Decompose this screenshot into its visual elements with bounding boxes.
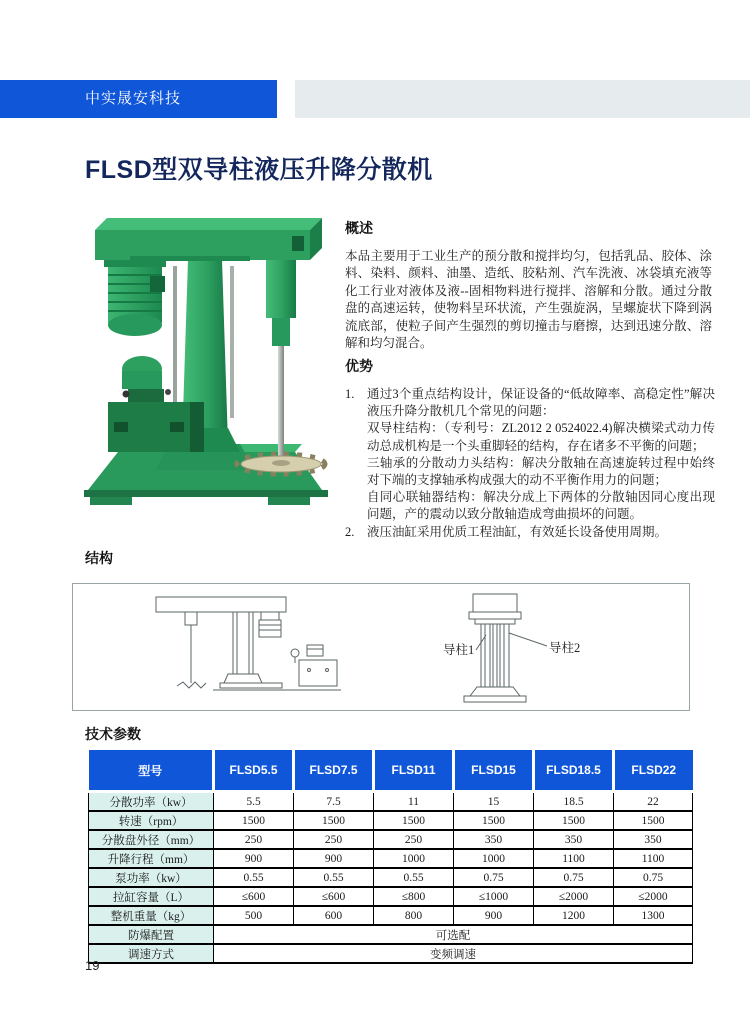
page-title: FLSD型双导柱液压升降分散机 — [85, 156, 433, 184]
guide-column-1-label: 导柱1 — [443, 643, 475, 657]
advantage-line: 通过3个重点结构设计，保证设备的“低故障率、高稳定性”解决液压升降分散机几个常见的问题： — [367, 387, 715, 419]
advantage-line: 双导柱结构：（专利号：ZL2012 2 0524022.4)解决横梁式动力传动总成机构是一个头重脚轻的结构，存在诸多不平衡的问题； — [367, 421, 715, 453]
spec-span-cell: 变频调速 — [214, 944, 693, 963]
spec-cell: 1000 — [374, 849, 454, 868]
advantage-line: 三轴承的分散动力头结构：解决分散轴在高速旋转过程中始终对下端的支撑轴承构成强大的动不平衡作用力的问题； — [367, 455, 715, 488]
spec-cell: 1500 — [214, 811, 294, 830]
spec-row-label: 拉缸容量（L） — [89, 887, 214, 906]
overview-heading: 概述 — [345, 220, 373, 236]
spec-row — [89, 887, 693, 906]
spec-cell: 350 — [614, 830, 693, 849]
spec-column-header: FLSD18.5 — [534, 750, 614, 792]
specs-header-row — [89, 750, 693, 792]
structure-line-drawings — [73, 584, 689, 710]
advantage-line: 自同心联轴器结构：解决分成上下两体的分散轴因同心度出现问题，产的震动以致分散轴造成弯曲损坏的问题。 — [367, 490, 715, 522]
spec-row-label: 分散盘外径（mm） — [89, 830, 214, 849]
spec-cell: ≤1000 — [454, 887, 534, 906]
structure-heading: 结构 — [85, 550, 113, 566]
spec-column-header: FLSD22 — [614, 750, 693, 792]
disperser-machine-image — [70, 208, 335, 508]
spec-cell: 1500 — [614, 811, 693, 830]
product-photo — [70, 208, 335, 508]
spec-cell: 900 — [294, 849, 374, 868]
spec-cell: 1100 — [614, 849, 693, 868]
spec-row — [89, 849, 693, 868]
spec-column-header: FLSD15 — [454, 750, 534, 792]
spec-cell: 11 — [374, 792, 454, 812]
spec-span-cell: 可选配 — [214, 925, 693, 944]
spec-cell: 1500 — [374, 811, 454, 830]
spec-cell: 1000 — [454, 849, 534, 868]
spec-cell: 15 — [454, 792, 534, 812]
spec-cell: ≤800 — [374, 887, 454, 906]
spec-row — [89, 944, 693, 963]
spec-cell: 0.55 — [374, 868, 454, 887]
spec-cell: 1500 — [534, 811, 614, 830]
spec-column-header: FLSD5.5 — [214, 750, 294, 792]
advantage-item — [345, 386, 715, 524]
advantage-line: 液压油缸采用优质工程油缸，有效延长设备使用周期。 — [367, 524, 668, 539]
spec-cell: 5.5 — [214, 792, 294, 812]
spec-row — [89, 811, 693, 830]
spec-cell: 22 — [614, 792, 693, 812]
advantage-number: 2. — [345, 524, 355, 539]
spec-cell: 350 — [534, 830, 614, 849]
spec-cell: 900 — [214, 849, 294, 868]
spec-cell: 1100 — [534, 849, 614, 868]
advantage-text — [367, 524, 715, 541]
spec-row — [89, 792, 693, 812]
spec-cell: 1200 — [534, 906, 614, 925]
spec-row — [89, 925, 693, 944]
spec-cell: 1500 — [454, 811, 534, 830]
spec-cell: ≤600 — [294, 887, 374, 906]
spec-cell: 1500 — [294, 811, 374, 830]
spec-row-label: 整机重量（kg） — [89, 906, 214, 925]
advantages-list — [345, 386, 715, 541]
specs-table-head — [89, 750, 693, 792]
spec-cell: 0.55 — [214, 868, 294, 887]
spec-cell: 800 — [374, 906, 454, 925]
spec-cell: 250 — [374, 830, 454, 849]
spec-cell: ≤600 — [214, 887, 294, 906]
spec-row-label: 转速（rpm） — [89, 811, 214, 830]
advantage-item — [345, 524, 715, 541]
spec-row — [89, 906, 693, 925]
spec-cell: 18.5 — [534, 792, 614, 812]
spec-cell: 0.75 — [614, 868, 693, 887]
spec-cell: 7.5 — [294, 792, 374, 812]
specs-table — [88, 750, 693, 964]
spec-row — [89, 868, 693, 887]
overview-text: 本品主要用于工业生产的预分散和搅拌均匀，包括乳品、胶体、涂料、染料、颜料、油墨、造纸、胶粘剂、汽车洗液、冰袋填充液等化工行业对液体及液--固相物料进行搅拌、溶解和分散。通过分散盘的高速运转，使物料呈环状流，产生强旋涡，呈螺旋状下降到涡流底部，使粒子间产生强烈的剪切撞击与磨擦，达到迅速分散、溶解和均匀混合。 — [345, 249, 712, 351]
page-number: 19 — [85, 958, 100, 973]
header-band — [295, 80, 750, 118]
overview-section — [345, 218, 712, 352]
brand-name: 中实晟安科技 — [85, 90, 182, 107]
spec-cell: 0.55 — [294, 868, 374, 887]
spec-cell: ≤2000 — [534, 887, 614, 906]
spec-cell: 600 — [294, 906, 374, 925]
spec-row-label: 防爆配置 — [89, 925, 214, 944]
specs-table-body — [89, 792, 693, 964]
spec-cell: 250 — [214, 830, 294, 849]
advantages-heading: 优势 — [345, 358, 373, 374]
spec-cell: 350 — [454, 830, 534, 849]
spec-column-header: FLSD11 — [374, 750, 454, 792]
spec-row-label: 泵功率（kw） — [89, 868, 214, 887]
spec-cell: 500 — [214, 906, 294, 925]
advantages-section — [345, 356, 715, 541]
brand-box — [0, 80, 277, 118]
guide-column-2-label: 导柱2 — [549, 641, 581, 655]
spec-row-label: 调速方式 — [89, 944, 214, 963]
spec-row-label: 分散功率（kw） — [89, 792, 214, 812]
advantage-number: 1. — [345, 387, 355, 401]
spec-cell: 1300 — [614, 906, 693, 925]
spec-cell: 250 — [294, 830, 374, 849]
spec-cell: 0.75 — [534, 868, 614, 887]
spec-cell: 0.75 — [454, 868, 534, 887]
spec-column-header: 型号 — [89, 750, 214, 792]
specs-heading: 技术参数 — [85, 726, 141, 742]
spec-row-label: 升降行程（mm） — [89, 849, 214, 868]
spec-column-header: FLSD7.5 — [294, 750, 374, 792]
spec-cell: ≤2000 — [614, 887, 693, 906]
spec-cell: 900 — [454, 906, 534, 925]
advantage-text — [367, 386, 715, 524]
structure-diagram-box — [72, 583, 690, 711]
spec-row — [89, 830, 693, 849]
